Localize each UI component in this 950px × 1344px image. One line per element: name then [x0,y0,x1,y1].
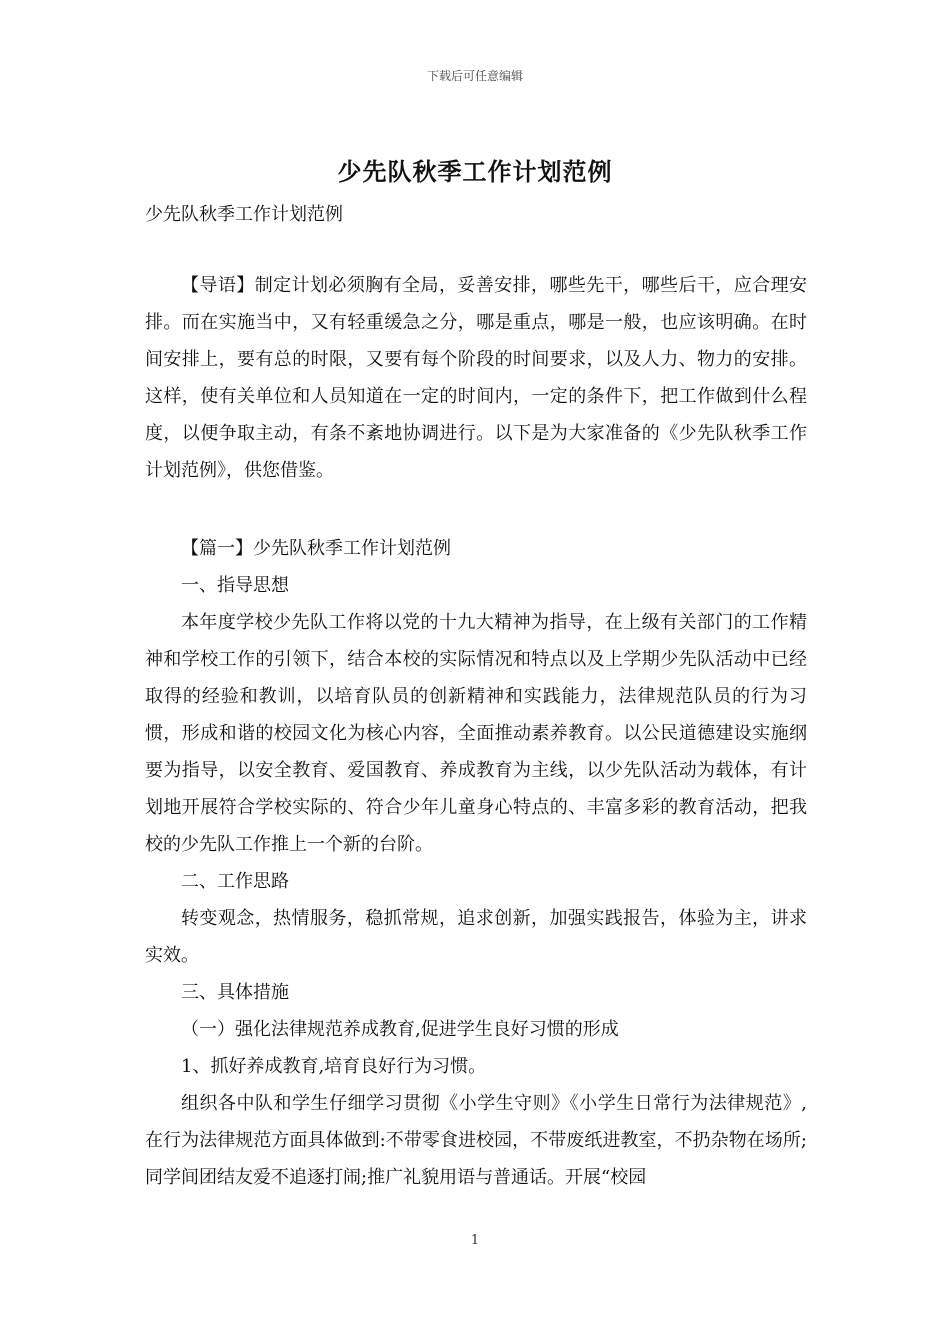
body-paragraph: 1、抓好养成教育,培育良好行为习惯。 [181,1056,487,1077]
body-paragraph: 转变观念，热情服务，稳抓常规，追求创新，加强实践报告，体验为主，讲求实效。 [145,908,807,966]
body-block [145,530,807,1196]
intro-block [145,267,807,489]
section-heading: 【篇一】少先队秋季工作计划范例 [181,538,451,559]
body-paragraph: （一）强化法律规范养成教育,促进学生良好习惯的形成 [181,1019,619,1040]
page-header-note: 下载后可任意编辑 [426,69,523,83]
document-subtitle: 少先队秋季工作计划范例 [145,204,343,225]
subheading: 一、指导思想 [181,575,289,596]
subheading: 三、具体措施 [181,982,289,1003]
body-paragraph: 组织各中队和学生仔细学习贯彻《小学生守则》《小学生日常行为法律规范》,在行为法律规范方面具体做到:不带零食进校园，不带废纸进教室，不扔杂物在场所;同学间团结友爱不追逐打闹;推广礼貌用语与普通话。开展“校园 [145,1093,807,1188]
intro-paragraph: 【导语】制定计划必须胸有全局，妥善安排，哪些先干，哪些后干，应合理安排。而在实施当中，又有轻重缓急之分，哪是重点，哪是一般，也应该明确。在时间安排上，要有总的时限，又要有每个阶段的时间要求，以及人力、物力的安排。这样，使有关单位和人员知道在一定的时间内，一定的条件下，把工作做到什么程度，以便争取主动，有条不紊地协调进行。以下是为大家准备的《少先队秋季工作计划范例》，供您借鉴。 [145,275,807,481]
page-number: 1 [470,1233,480,1248]
subheading: 二、工作思路 [181,871,289,892]
document-title: 少先队秋季工作计划范例 [337,157,613,186]
body-paragraph: 本年度学校少先队工作将以党的十九大精神为指导，在上级有关部门的工作精神和学校工作的引领下，结合本校的实际情况和特点以及上学期少先队活动中已经取得的经验和教训，以培育队员的创新精神和实践能力，法律规范队员的行为习惯，形成和谐的校园文化为核心内容，全面推动素养教育。以公民道德建设实施纲要为指导，以安全教育、爱国教育、养成教育为主线，以少先队活动为载体，有计划地开展符合学校实际的、符合少年儿童身心特点的、丰富多彩的教育活动，把我校的少先队工作推上一个新的台阶。 [145,612,807,855]
